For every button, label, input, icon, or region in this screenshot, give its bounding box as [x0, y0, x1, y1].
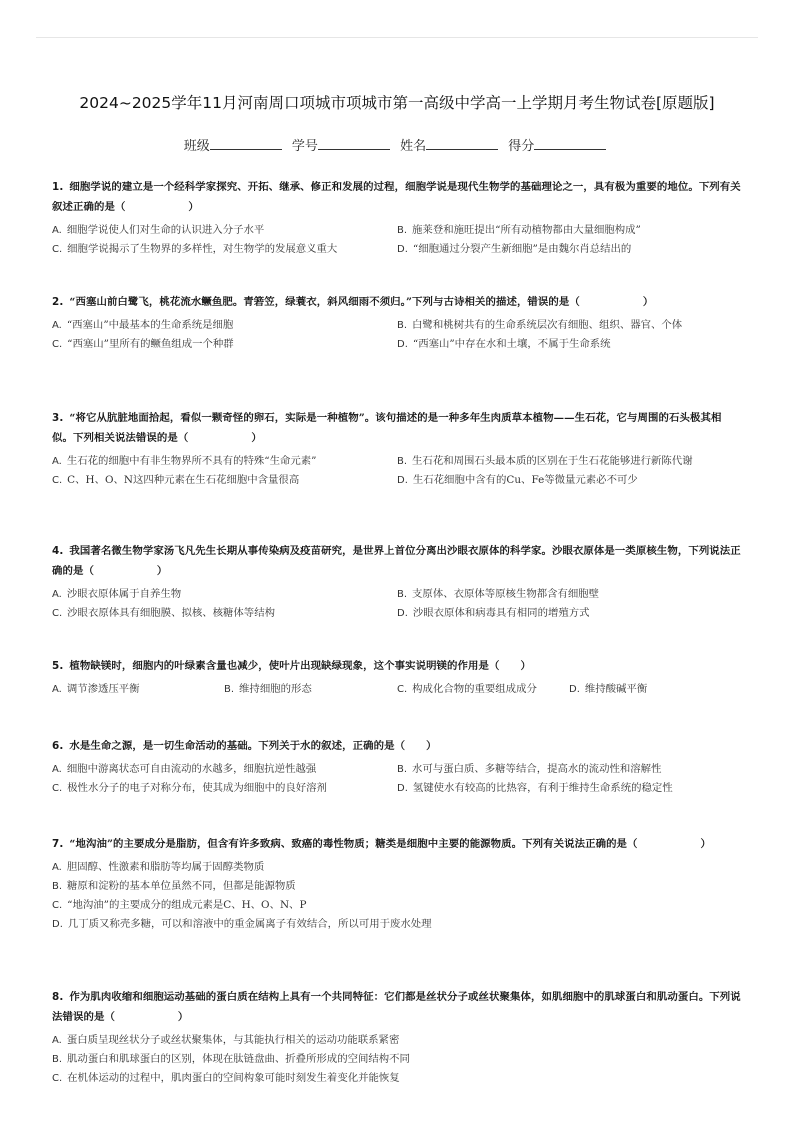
question-text: 植物缺镁时，细胞内的叶绿素含量也减少，使叶片出现缺绿现象，这个事实说明镁的作用是（ ）	[69, 660, 531, 672]
option-b[interactable]: B. 支原体、衣原体等原核生物都含有细胞壁	[397, 588, 600, 600]
score-blank[interactable]	[534, 137, 606, 150]
option-a[interactable]: A. “西塞山”中最基本的生命系统是细胞	[52, 319, 234, 331]
question-number: 3.	[52, 412, 64, 424]
options	[52, 221, 742, 259]
class-label: 班级	[183, 139, 210, 154]
option-c[interactable]: C. “西塞山”里所有的鳜鱼组成一个种群	[52, 338, 234, 350]
question-2	[52, 292, 742, 354]
option-a[interactable]: A. 生石花的细胞中有非生物界所不具有的特殊“生命元素”	[52, 455, 317, 467]
name-label: 姓名	[400, 139, 427, 154]
options	[52, 452, 742, 490]
option-d[interactable]: D. 几丁质又称壳多糖，可以和溶液中的重金属离子有效结合，所以可用于废水处理	[52, 918, 432, 930]
question-4	[52, 541, 742, 623]
name-blank[interactable]	[426, 137, 498, 150]
option-b[interactable]: B. 水可与蛋白质、多糖等结合，提高水的流动性和溶解性	[397, 763, 662, 775]
option-b[interactable]: B. 维持细胞的形态	[224, 683, 312, 695]
option-c[interactable]: C. “地沟油”的主要成分的组成元素是C、H、O、N、P	[52, 899, 307, 911]
option-c[interactable]: C. C、H、O、N这四种元素在生石花细胞中含量很高	[52, 474, 300, 486]
question-number: 7.	[52, 838, 64, 850]
option-a[interactable]: A. 沙眼衣原体属于自养生物	[52, 588, 182, 600]
student-info-line	[0, 135, 794, 154]
option-a[interactable]: A. 调节渗透压平衡	[52, 683, 140, 695]
options	[52, 316, 742, 354]
student-id-blank[interactable]	[318, 137, 390, 150]
option-d[interactable]: D. “西塞山”中存在水和土壤，不属于生命系统	[397, 338, 611, 350]
student-id-label: 学号	[291, 139, 318, 154]
options	[52, 680, 742, 699]
option-d[interactable]: D. 维持酸碱平衡	[569, 683, 648, 695]
question-6	[52, 736, 742, 798]
options	[52, 760, 742, 798]
option-b[interactable]: B. 糖原和淀粉的基本单位虽然不同，但都是能源物质	[52, 880, 296, 892]
question-text: 水是生命之源，是一切生命活动的基础。下列关于水的叙述，正确的是（ ）	[69, 740, 437, 752]
question-3	[52, 408, 742, 490]
option-a[interactable]: A. 胆固醇、性激素和脂肪等均属于固醇类物质	[52, 861, 265, 873]
student-id-field[interactable]	[292, 135, 394, 154]
option-d[interactable]: D. “细胞通过分裂产生新细胞”是由魏尔肖总结出的	[397, 243, 632, 255]
options	[52, 585, 742, 623]
class-field[interactable]	[184, 135, 286, 154]
question-number: 4.	[52, 545, 64, 557]
question-stem	[52, 408, 742, 448]
question-text: 作为肌肉收缩和细胞运动基础的蛋白质在结构上具有一个共同特征：它们都是丝状分子或丝状聚集体，如肌细胞中的肌球蛋白和肌动蛋白。下列说法错误的是（ ）	[52, 991, 741, 1023]
question-stem	[52, 177, 742, 217]
question-stem	[52, 736, 742, 756]
option-d[interactable]: D. 沙眼衣原体和病毒具有相同的增殖方式	[397, 607, 590, 619]
question-text: “将它从肮脏地面拾起，看似一颗奇怪的卵石，实际是一种植物”。该句描述的是一种多年生肉质草本植物——生石花，它与周围的石头极其相似。下列相关说法错误的是（ ）	[52, 412, 722, 444]
question-stem	[52, 656, 742, 676]
option-b[interactable]: B. 白鹭和桃树共有的生命系统层次有细胞、组织、器官、个体	[397, 319, 683, 331]
page-title: 2024~2025学年11月河南周口项城市项城市第一高级中学高一上学期月考生物试卷[原题版]	[79, 94, 715, 112]
option-a[interactable]: A. 蛋白质呈现丝状分子或丝状聚集体，与其能执行相关的运动功能联系紧密	[52, 1034, 400, 1046]
question-stem	[52, 541, 742, 581]
question-8	[52, 987, 742, 1088]
question-1	[52, 177, 742, 259]
option-c[interactable]: C. 沙眼衣原体具有细胞膜、拟核、核糖体等结构	[52, 607, 275, 619]
score-field[interactable]	[508, 135, 610, 154]
question-number: 5.	[52, 660, 64, 672]
option-c[interactable]: C. 极性水分子的电子对称分布，使其成为细胞中的良好溶剂	[52, 782, 327, 794]
question-number: 6.	[52, 740, 64, 752]
option-d[interactable]: D. 生石花细胞中含有的Cu、Fe等微量元素必不可少	[397, 474, 638, 486]
question-text: 我国著名微生物学家汤飞凡先生长期从事传染病及疫苗研究，是世界上首位分离出沙眼衣原体的科学家。沙眼衣原体是一类原核生物，下列说法正确的是（ ）	[52, 545, 741, 577]
question-number: 8.	[52, 991, 64, 1003]
question-number: 2.	[52, 296, 64, 308]
question-text: 细胞学说的建立是一个经科学家探究、开拓、继承、修正和发展的过程，细胞学说是现代生物学的基础理论之一，具有极为重要的地位。下列有关叙述正确的是（ ）	[52, 181, 741, 213]
question-7	[52, 834, 742, 934]
header-divider	[36, 37, 758, 38]
options	[52, 858, 742, 934]
name-field[interactable]	[400, 135, 502, 154]
question-stem	[52, 292, 742, 312]
option-c[interactable]: C. 构成化合物的重要组成成分	[397, 683, 537, 695]
option-d[interactable]: D. 氢键使水有较高的比热容，有利于维持生命系统的稳定性	[397, 782, 673, 794]
question-number: 1.	[52, 181, 64, 193]
class-blank[interactable]	[210, 137, 282, 150]
option-c[interactable]: C. 细胞学说揭示了生物界的多样性，对生物学的发展意义重大	[52, 243, 338, 255]
question-5	[52, 656, 742, 699]
score-label: 得分	[508, 139, 535, 154]
question-stem	[52, 834, 742, 854]
option-b[interactable]: B. 生石花和周围石头最本质的区别在于生石花能够进行新陈代谢	[397, 455, 693, 467]
options	[52, 1031, 742, 1088]
option-b[interactable]: B. 施莱登和施旺提出“所有动植物都由大量细胞构成”	[397, 224, 641, 236]
question-stem	[52, 987, 742, 1027]
option-a[interactable]: A. 细胞中游离状态可自由流动的水越多，细胞抗逆性越强	[52, 763, 317, 775]
question-text: “地沟油”的主要成分是脂肪，但含有许多致病、致癌的毒性物质；糖类是细胞中主要的能源物质。下列有关说法正确的是（ ）	[69, 838, 711, 850]
question-text: “西塞山前白鹭飞，桃花流水鳜鱼肥。青箬笠，绿蓑衣，斜风细雨不须归。”下列与古诗相关的描述，错误的是（ ）	[69, 296, 654, 308]
option-a[interactable]: A. 细胞学说使人们对生命的认识进入分子水平	[52, 224, 265, 236]
option-b[interactable]: B. 肌动蛋白和肌球蛋白的区别，体现在肽链盘曲、折叠所形成的空间结构不同	[52, 1053, 410, 1065]
option-c[interactable]: C. 在机体运动的过程中，肌肉蛋白的空间构象可能时刻发生着变化并能恢复	[52, 1072, 400, 1084]
